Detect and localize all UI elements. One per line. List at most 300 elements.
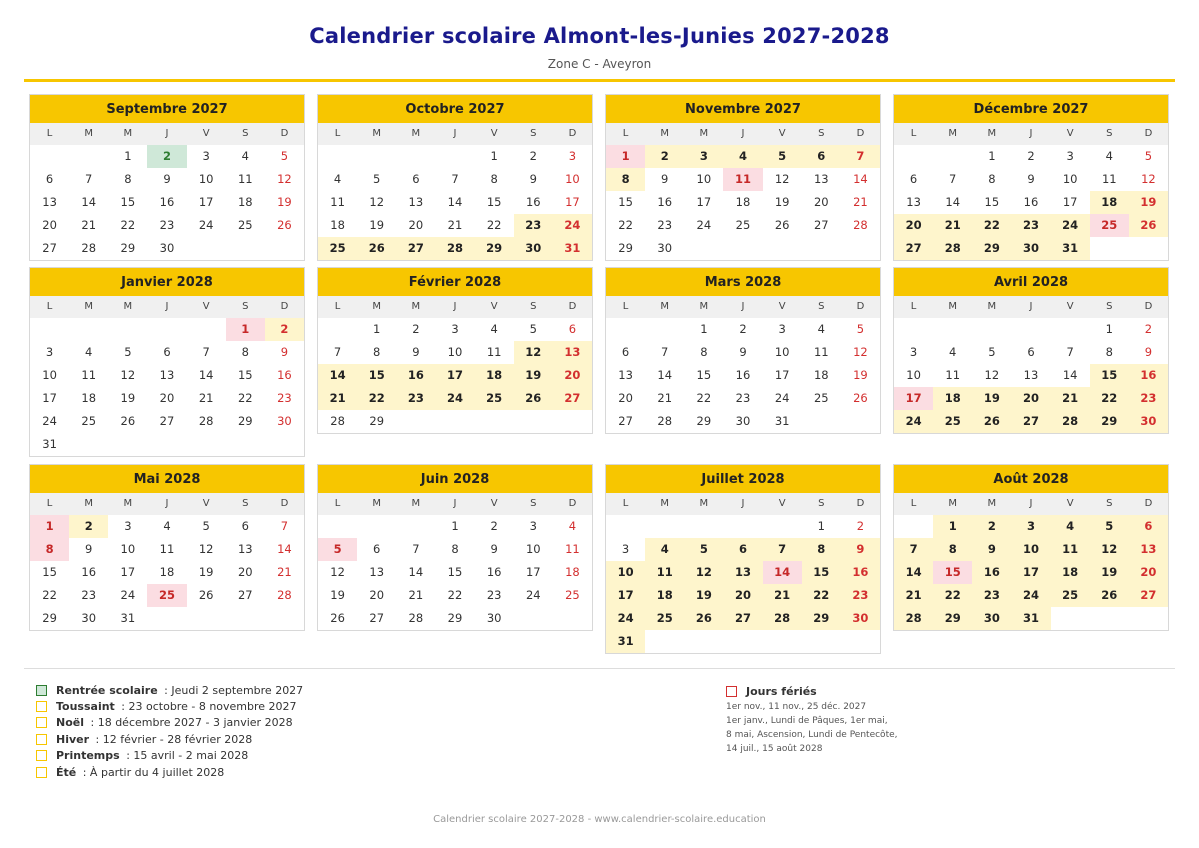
month-title: Janvier 2028	[30, 268, 304, 296]
empty-cell	[318, 515, 357, 538]
month-calendar	[317, 94, 593, 261]
day-cell: 21	[198, 391, 214, 405]
day-cell: 9	[841, 538, 880, 561]
day-cell: 25	[1090, 214, 1129, 237]
empty-cell	[435, 145, 474, 168]
weekday-label: L	[910, 301, 917, 312]
day-cell: 10	[696, 172, 712, 186]
day-cell: 21	[763, 584, 802, 607]
empty-cell	[645, 318, 684, 341]
day-cell: 19	[330, 588, 345, 602]
month-title: Février 2028	[318, 268, 592, 296]
weekday-label: V	[1066, 301, 1074, 312]
weekday-label: D	[1144, 301, 1153, 312]
month-calendar	[605, 267, 881, 434]
day-cell: 6	[621, 345, 630, 359]
day-cell: 15	[984, 195, 1000, 209]
weekday-label: M	[123, 128, 133, 139]
day-cell: 18	[81, 391, 97, 405]
legend-item	[36, 682, 303, 698]
weekday-label: D	[1144, 498, 1153, 509]
empty-cell	[1011, 318, 1050, 341]
day-cell: 26	[120, 414, 136, 428]
day-cell: 4	[1105, 149, 1113, 163]
day-cell: 27	[1011, 410, 1050, 433]
day-cell: 1	[1105, 322, 1113, 336]
day-cell: 7	[763, 538, 802, 561]
weekday-label: S	[242, 301, 249, 312]
day-cell: 14	[447, 195, 463, 209]
legend-swatch-icon	[36, 701, 47, 712]
day-cell: 18	[813, 368, 829, 382]
holidays-line: 1er nov., 11 nov., 25 déc. 2027	[726, 702, 867, 712]
day-cell: 9	[1027, 172, 1035, 186]
weekday-label: J	[1029, 128, 1033, 139]
day-cell: 7	[85, 172, 93, 186]
day-cell: 28	[1051, 410, 1090, 433]
day-cell: 22	[972, 214, 1011, 237]
day-cell: 25	[475, 387, 514, 410]
empty-cell	[318, 145, 357, 168]
weekday-label: M	[948, 128, 958, 139]
day-cell: 30	[486, 611, 502, 625]
day-cell: 31	[42, 437, 57, 451]
legend-item	[36, 698, 303, 714]
day-cell: 29	[120, 241, 136, 255]
day-cell: 3	[1066, 149, 1074, 163]
weekday-header	[894, 123, 1168, 145]
day-cell: 24	[435, 387, 474, 410]
month-title: Septembre 2027	[30, 95, 304, 123]
weekday-label: L	[622, 301, 629, 312]
day-cell: 1	[124, 149, 132, 163]
day-cell: 20	[42, 218, 57, 232]
weekday-label: D	[856, 301, 865, 312]
day-cell: 5	[318, 538, 357, 561]
day-cell: 23	[159, 218, 175, 232]
day-cell: 20	[1129, 561, 1168, 584]
day-cell: 18	[159, 565, 175, 579]
weekday-label: J	[453, 128, 457, 139]
day-cell: 14	[894, 561, 933, 584]
day-cell: 23	[277, 391, 292, 405]
day-cell: 6	[45, 172, 54, 186]
holidays-title: Jours fériés	[746, 684, 817, 698]
page-title: Calendrier scolaire Almont-les-Junies 2027-2028	[309, 24, 890, 48]
day-cell: 14	[853, 172, 868, 186]
day-cell: 23	[1129, 387, 1168, 410]
weekday-label: V	[202, 128, 210, 139]
day-cell: 1	[30, 515, 69, 538]
weekday-label: L	[46, 128, 53, 139]
day-cell: 21	[933, 214, 972, 237]
day-cell: 6	[241, 519, 249, 533]
day-cell: 8	[241, 345, 249, 359]
weekday-label: D	[856, 498, 865, 509]
day-cell: 13	[1023, 368, 1039, 382]
day-cell: 11	[330, 195, 345, 209]
day-cell: 17	[1011, 561, 1050, 584]
day-cell: 2	[412, 322, 420, 336]
empty-cell	[606, 515, 645, 538]
day-cell: 12	[774, 172, 790, 186]
legend-text: : Jeudi 2 septembre 2027	[160, 683, 304, 697]
day-cell: 31	[120, 611, 136, 625]
legend-label: Noël	[56, 716, 84, 730]
empty-cell	[894, 515, 933, 538]
day-cell: 14	[318, 364, 357, 387]
day-cell: 12	[369, 195, 385, 209]
day-cell: 30	[159, 241, 175, 255]
day-cell: 30	[514, 237, 553, 260]
weekday-header	[30, 493, 304, 515]
day-cell: 5	[529, 322, 537, 336]
day-cell: 2	[1027, 149, 1035, 163]
day-cell: 27	[1129, 584, 1168, 607]
month-title: Mai 2028	[30, 465, 304, 493]
weekday-header	[30, 296, 304, 318]
day-cell: 8	[451, 542, 459, 556]
day-cell: 5	[988, 345, 996, 359]
day-cell: 18	[330, 218, 345, 232]
day-cell: 10	[906, 368, 921, 382]
weekday-label: S	[530, 301, 537, 312]
day-cell: 27	[396, 237, 435, 260]
day-cell: 29	[369, 414, 385, 428]
day-cell: 12	[277, 172, 292, 186]
day-cell: 21	[894, 584, 933, 607]
empty-cell	[69, 318, 108, 341]
weekday-label: J	[453, 301, 457, 312]
day-cell: 18	[1090, 191, 1129, 214]
day-cell: 11	[945, 368, 961, 382]
day-cell: 20	[159, 391, 175, 405]
day-cell: 3	[621, 542, 630, 556]
weekday-label: S	[1106, 128, 1113, 139]
day-cell: 19	[1129, 191, 1168, 214]
weekday-header	[606, 123, 880, 145]
vacation-legend	[36, 682, 303, 780]
day-cell: 17	[198, 195, 214, 209]
weekday-header	[318, 493, 592, 515]
empty-cell	[69, 145, 108, 168]
day-cell: 27	[237, 588, 253, 602]
day-cell: 3	[529, 519, 537, 533]
day-cell: 10	[1011, 538, 1050, 561]
day-cell: 22	[486, 218, 502, 232]
day-cell: 26	[1129, 214, 1168, 237]
day-cell: 3	[451, 322, 459, 336]
day-cell: 12	[514, 341, 553, 364]
empty-cell	[933, 318, 972, 341]
day-cell: 31	[553, 237, 592, 260]
day-cell: 18	[237, 195, 253, 209]
day-cell: 17	[435, 364, 474, 387]
weekday-label: D	[568, 301, 577, 312]
weekday-label: D	[568, 498, 577, 509]
day-cell: 26	[198, 588, 214, 602]
day-cell: 6	[163, 345, 171, 359]
day-cell: 28	[763, 607, 802, 630]
day-cell: 13	[553, 341, 592, 364]
day-cell: 15	[696, 368, 712, 382]
day-cell: 30	[657, 241, 673, 255]
day-cell: 18	[735, 195, 751, 209]
day-grid	[318, 515, 592, 630]
day-cell: 20	[553, 364, 592, 387]
weekday-label: S	[818, 128, 825, 139]
weekday-label: D	[280, 128, 289, 139]
day-cell: 1	[451, 519, 459, 533]
day-cell: 16	[735, 368, 751, 382]
day-cell: 20	[723, 584, 762, 607]
day-cell: 1	[988, 149, 996, 163]
empty-cell	[894, 145, 933, 168]
day-cell: 20	[618, 391, 633, 405]
day-cell: 15	[120, 195, 136, 209]
day-cell: 14	[945, 195, 961, 209]
weekday-label: M	[699, 301, 709, 312]
holidays-line: 14 juil., 15 août 2028	[726, 744, 823, 754]
day-cell: 11	[1101, 172, 1117, 186]
day-cell: 16	[1023, 195, 1039, 209]
weekday-label: L	[46, 498, 53, 509]
weekday-label: M	[699, 498, 709, 509]
month-calendar	[317, 464, 593, 631]
day-cell: 24	[774, 391, 790, 405]
day-cell: 20	[813, 195, 829, 209]
day-cell: 28	[408, 611, 424, 625]
day-cell: 29	[802, 607, 841, 630]
page-subtitle: Zone C - Aveyron	[547, 57, 652, 71]
weekday-label: S	[242, 498, 249, 509]
day-cell: 20	[369, 588, 385, 602]
day-cell: 9	[661, 172, 669, 186]
day-cell: 30	[972, 607, 1011, 630]
day-cell: 17	[696, 195, 712, 209]
day-cell: 26	[357, 237, 396, 260]
day-cell: 13	[618, 368, 633, 382]
month-calendar	[29, 267, 305, 457]
day-cell: 25	[237, 218, 253, 232]
day-cell: 22	[618, 218, 633, 232]
empty-cell	[684, 515, 723, 538]
day-cell: 10	[447, 345, 463, 359]
day-cell: 2	[856, 519, 865, 533]
day-cell: 3	[1011, 515, 1050, 538]
day-cell: 17	[525, 565, 541, 579]
day-cell: 23	[972, 584, 1011, 607]
weekday-label: M	[660, 128, 670, 139]
day-cell: 13	[159, 368, 175, 382]
day-cell: 4	[817, 322, 825, 336]
day-cell: 25	[565, 588, 580, 602]
day-cell: 22	[447, 588, 463, 602]
day-cell: 5	[856, 322, 865, 336]
day-cell: 21	[277, 565, 292, 579]
day-cell: 11	[813, 345, 829, 359]
day-cell: 11	[645, 561, 684, 584]
day-cell: 19	[774, 195, 790, 209]
weekday-label: M	[372, 128, 382, 139]
day-cell: 13	[906, 195, 921, 209]
day-cell: 24	[1051, 214, 1090, 237]
day-cell: 4	[949, 345, 957, 359]
day-cell: 4	[723, 145, 762, 168]
day-cell: 28	[657, 414, 673, 428]
day-cell: 5	[373, 172, 381, 186]
weekday-label: M	[84, 128, 94, 139]
day-cell: 22	[237, 391, 253, 405]
weekday-label: J	[741, 498, 745, 509]
day-cell: 23	[841, 584, 880, 607]
holidays-legend	[726, 682, 898, 756]
day-cell: 19	[198, 565, 214, 579]
day-cell: 26	[853, 391, 868, 405]
day-cell: 10	[120, 542, 136, 556]
day-cell: 25	[933, 410, 972, 433]
day-cell: 31	[774, 414, 790, 428]
weekday-label: V	[490, 128, 498, 139]
legend-label: Été	[56, 765, 77, 779]
day-cell: 8	[802, 538, 841, 561]
day-cell: 3	[568, 149, 577, 163]
day-cell: 17	[120, 565, 136, 579]
day-cell: 15	[357, 364, 396, 387]
day-cell: 18	[475, 364, 514, 387]
weekday-label: M	[987, 128, 997, 139]
weekday-label: V	[490, 301, 498, 312]
day-cell: 10	[606, 561, 645, 584]
empty-cell	[933, 145, 972, 168]
day-cell: 14	[1062, 368, 1078, 382]
day-cell: 5	[1144, 149, 1153, 163]
day-cell: 16	[841, 561, 880, 584]
day-cell: 2	[972, 515, 1011, 538]
day-grid	[606, 145, 880, 260]
day-cell: 7	[841, 145, 880, 168]
weekday-label: L	[334, 128, 341, 139]
holidays-line: 8 mai, Ascension, Lundi de Pentecôte,	[726, 730, 898, 740]
day-cell: 24	[120, 588, 136, 602]
empty-cell	[606, 318, 645, 341]
day-cell: 13	[42, 195, 57, 209]
weekday-label: L	[622, 128, 629, 139]
empty-cell	[894, 318, 933, 341]
day-cell: 29	[237, 414, 253, 428]
day-cell: 19	[1090, 561, 1129, 584]
legend-item	[36, 748, 303, 764]
day-cell: 22	[42, 588, 57, 602]
day-cell: 22	[120, 218, 136, 232]
day-cell: 5	[124, 345, 132, 359]
month-calendar	[893, 94, 1169, 261]
legend-swatch-icon	[36, 685, 47, 696]
day-cell: 1	[226, 318, 265, 341]
day-cell: 9	[529, 172, 537, 186]
day-grid	[318, 318, 592, 433]
day-cell: 4	[568, 519, 577, 533]
day-cell: 5	[684, 538, 723, 561]
day-cell: 27	[894, 237, 933, 260]
day-cell: 4	[645, 538, 684, 561]
weekday-label: J	[165, 301, 169, 312]
empty-cell	[972, 318, 1011, 341]
day-cell: 21	[318, 387, 357, 410]
day-cell: 12	[120, 368, 136, 382]
day-cell: 8	[490, 172, 498, 186]
day-cell: 19	[514, 364, 553, 387]
day-cell: 12	[984, 368, 1000, 382]
day-cell: 17	[565, 195, 580, 209]
empty-cell	[723, 515, 762, 538]
weekday-label: M	[699, 128, 709, 139]
empty-cell	[357, 515, 396, 538]
legend-label: Rentrée scolaire	[56, 683, 158, 697]
day-cell: 21	[81, 218, 97, 232]
legend-text: : 23 octobre - 8 novembre 2027	[117, 700, 297, 714]
weekday-label: V	[1066, 128, 1074, 139]
day-cell: 26	[514, 387, 553, 410]
day-cell: 28	[435, 237, 474, 260]
weekday-label: J	[1029, 498, 1033, 509]
weekday-label: L	[910, 498, 917, 509]
day-cell: 25	[735, 218, 751, 232]
month-title: Août 2028	[894, 465, 1168, 493]
day-cell: 9	[1144, 345, 1153, 359]
day-cell: 2	[1144, 322, 1153, 336]
weekday-header	[318, 123, 592, 145]
weekday-label: M	[660, 498, 670, 509]
month-calendar	[29, 94, 305, 261]
day-cell: 13	[369, 565, 385, 579]
day-cell: 11	[723, 168, 762, 191]
day-cell: 25	[147, 584, 186, 607]
weekday-label: S	[818, 498, 825, 509]
page-footer: Calendrier scolaire 2027-2028 - www.calendrier-scolaire.education	[433, 814, 766, 825]
weekday-label: M	[123, 498, 133, 509]
legend-swatch-icon	[36, 750, 47, 761]
day-cell: 12	[1090, 538, 1129, 561]
day-cell: 9	[85, 542, 93, 556]
day-cell: 23	[514, 214, 553, 237]
weekday-label: M	[948, 301, 958, 312]
weekday-label: M	[411, 128, 421, 139]
weekday-label: M	[372, 301, 382, 312]
weekday-label: S	[242, 128, 249, 139]
day-cell: 14	[408, 565, 424, 579]
day-cell: 9	[163, 172, 171, 186]
weekday-label: M	[123, 301, 133, 312]
day-cell: 30	[277, 414, 292, 428]
holidays-line: 1er janv., Lundi de Pâques, 1er mai,	[726, 716, 888, 726]
weekday-label: J	[165, 498, 169, 509]
day-cell: 19	[972, 387, 1011, 410]
month-calendar	[893, 267, 1169, 434]
day-grid	[318, 145, 592, 260]
day-grid	[894, 318, 1168, 433]
day-cell: 4	[241, 149, 249, 163]
day-cell: 9	[739, 345, 747, 359]
day-cell: 2	[739, 322, 747, 336]
day-cell: 6	[1129, 515, 1168, 538]
weekday-label: D	[856, 128, 865, 139]
day-cell: 15	[486, 195, 502, 209]
legend-label: Toussaint	[56, 700, 115, 714]
month-calendar	[605, 464, 881, 654]
day-cell: 1	[373, 322, 381, 336]
weekday-label: J	[1029, 301, 1033, 312]
